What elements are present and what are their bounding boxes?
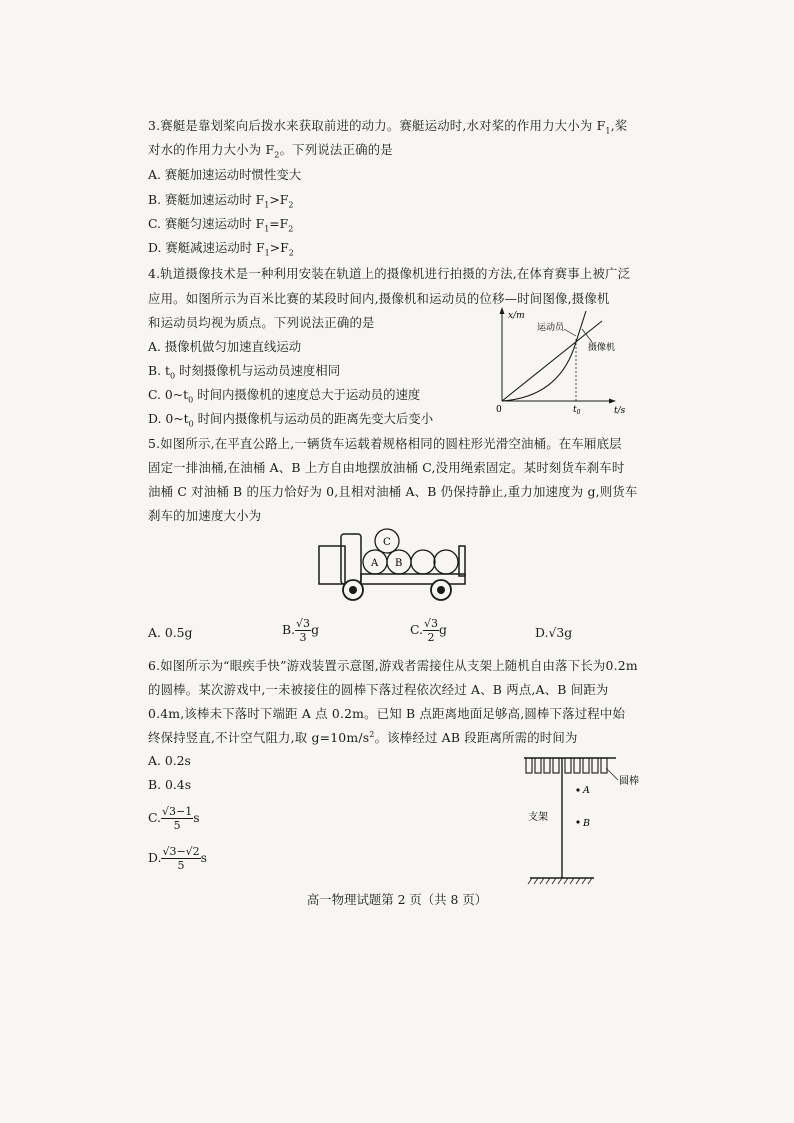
truck-front [341, 534, 361, 584]
q6-stand-figure [520, 748, 650, 886]
graph-x-arrow [609, 399, 616, 404]
graph-camera-label: 摄像机 [588, 343, 616, 353]
graph-t0-label: $t_0$ [573, 405, 581, 416]
point-a-label: A [583, 785, 590, 796]
front-wheel-hub [349, 586, 357, 594]
q6-option-a: A. 0.2s [148, 753, 191, 768]
rod-label: 圆棒 [619, 776, 639, 787]
ground-hatch [528, 878, 592, 884]
q4-stem-line2: 应用。如图所示为百米比赛的某段时间内,摄像机和运动员的位移—时间图像,摄像机 [148, 291, 610, 306]
rod [574, 758, 580, 773]
q3-stem-line2: 对水的作用力大小为 $F_2$。下列说法正确的是 [148, 142, 393, 160]
q5-stem-line1: 5.如图所示,在平直公路上,一辆货车运载着规格相同的圆柱形光滑空油桶。在车厢底层 [148, 436, 622, 451]
rear-wheel-hub [437, 586, 445, 594]
graph-y-label: x/m [508, 311, 525, 321]
q4-option-a: A. 摄像机做匀加速直线运动 [148, 339, 302, 354]
q3-option-c: C. 赛艇匀速运动时 $F_1=F_2$ [148, 216, 294, 234]
q6-stem-line3: 0.4m,该棒未下落时下端距 A 点 0.2m。已知 B 点距离地面足够高,圆棒下落过程中始 [148, 706, 626, 721]
rod [601, 758, 607, 773]
q4-xt-graph [490, 305, 630, 415]
graph-athlete-label: 运动员 [537, 323, 565, 333]
q4-stem-line1: 4.轨道摄像技术是一种利用安装在轨道上的摄像机进行拍摄的方法,在体育赛事上被广泛 [148, 266, 631, 281]
graph-x-label: t/s [614, 406, 626, 416]
barrel-a-label: A [371, 558, 379, 569]
point-a [576, 788, 579, 791]
rod [553, 758, 559, 773]
barrel-3 [411, 550, 435, 574]
graph-y-arrow [500, 307, 505, 314]
q5-stem-line4: 刹车的加速度大小为 [148, 508, 262, 523]
q5-truck-figure [315, 522, 475, 604]
q4-option-c: C. $0\sim t_0$ 时间内摄像机的速度总大于运动员的速度 [148, 387, 421, 405]
q3-option-a: A. 赛艇加速运动时惯性变大 [148, 167, 302, 182]
q5-stem-line2: 固定一排油桶,在油桶 A、B 上方自由地摆放油桶 C,没用绳索固定。某时刻货车刹车时 [148, 460, 625, 475]
barrel-c-label: C [383, 537, 391, 548]
rods-group [526, 758, 607, 773]
q6-stem-line2: 的圆棒。某次游戏中,一未被接住的圆棒下落过程依次经过 A、B 两点,A、B 间距为 [148, 682, 609, 697]
truck-bed [361, 574, 465, 584]
rod-leader [606, 768, 618, 780]
q3-option-b: B. 赛艇加速运动时 $F_1>F_2$ [148, 192, 294, 210]
q5-option-c: C. $\frac{√3}{2}$ g [410, 617, 447, 644]
q5-stem-line3: 油桶 C 对油桶 B 的压力恰好为 0,且相对油桶 A、B 仍保持静止,重力加速度为 g,则货车 [148, 484, 638, 499]
graph-origin-label: 0 [496, 405, 502, 415]
rod [592, 758, 598, 773]
q3-option-d: D. 赛艇减速运动时 $F_1>F_2$ [148, 240, 294, 258]
q6-option-c: C. $\frac{√3-1}{5}$ s [148, 805, 200, 832]
barrel-b-label: B [395, 558, 403, 569]
q6-stem-line4: 终保持竖直,不计空气阻力,取 $g=10m/s^2$。该棒经过 AB 段距离所需的时间为 [148, 729, 578, 745]
graph-athlete-leader [564, 329, 576, 336]
stand-label: 支架 [528, 812, 548, 823]
q6-option-d: D. $\frac{√3-√2}{5}$ s [148, 845, 208, 872]
q5-option-d: D.√3g [535, 625, 573, 640]
q5-option-a: A. 0.5g [148, 625, 193, 640]
point-b [576, 820, 579, 823]
rod [535, 758, 541, 773]
q3-stem-line1: 3.赛艇是靠划桨向后拨水来获取前进的动力。赛艇运动时,水对桨的作用力大小为 $F_1$,桨 [148, 118, 628, 136]
q6-option-b: B. 0.4s [148, 777, 192, 792]
rod [526, 758, 532, 773]
page-footer: 高一物理试题第 2 页（共 8 页） [306, 892, 488, 907]
q4-option-b: B. $t_0$ 时刻摄像机与运动员速度相同 [148, 363, 341, 381]
barrel-4 [434, 550, 458, 574]
q6-stem-line1: 6.如图所示为“眼疾手快”游戏装置示意图,游戏者需接住从支架上随机自由落下长为0.2m [148, 658, 638, 673]
q5-option-b: B. $\frac{√3}{3}$ g [282, 617, 319, 644]
rod [583, 758, 589, 773]
q4-option-d: D. $0\sim t_0$ 时间内摄像机与运动员的距离先变大后变小 [148, 411, 434, 429]
rod [565, 758, 571, 773]
graph-athlete-line [502, 321, 602, 401]
q4-stem-line3: 和运动员均视为质点。下列说法正确的是 [148, 315, 375, 330]
truck-tailgate [459, 546, 465, 576]
rod [544, 758, 550, 773]
point-b-label: B [583, 818, 590, 829]
